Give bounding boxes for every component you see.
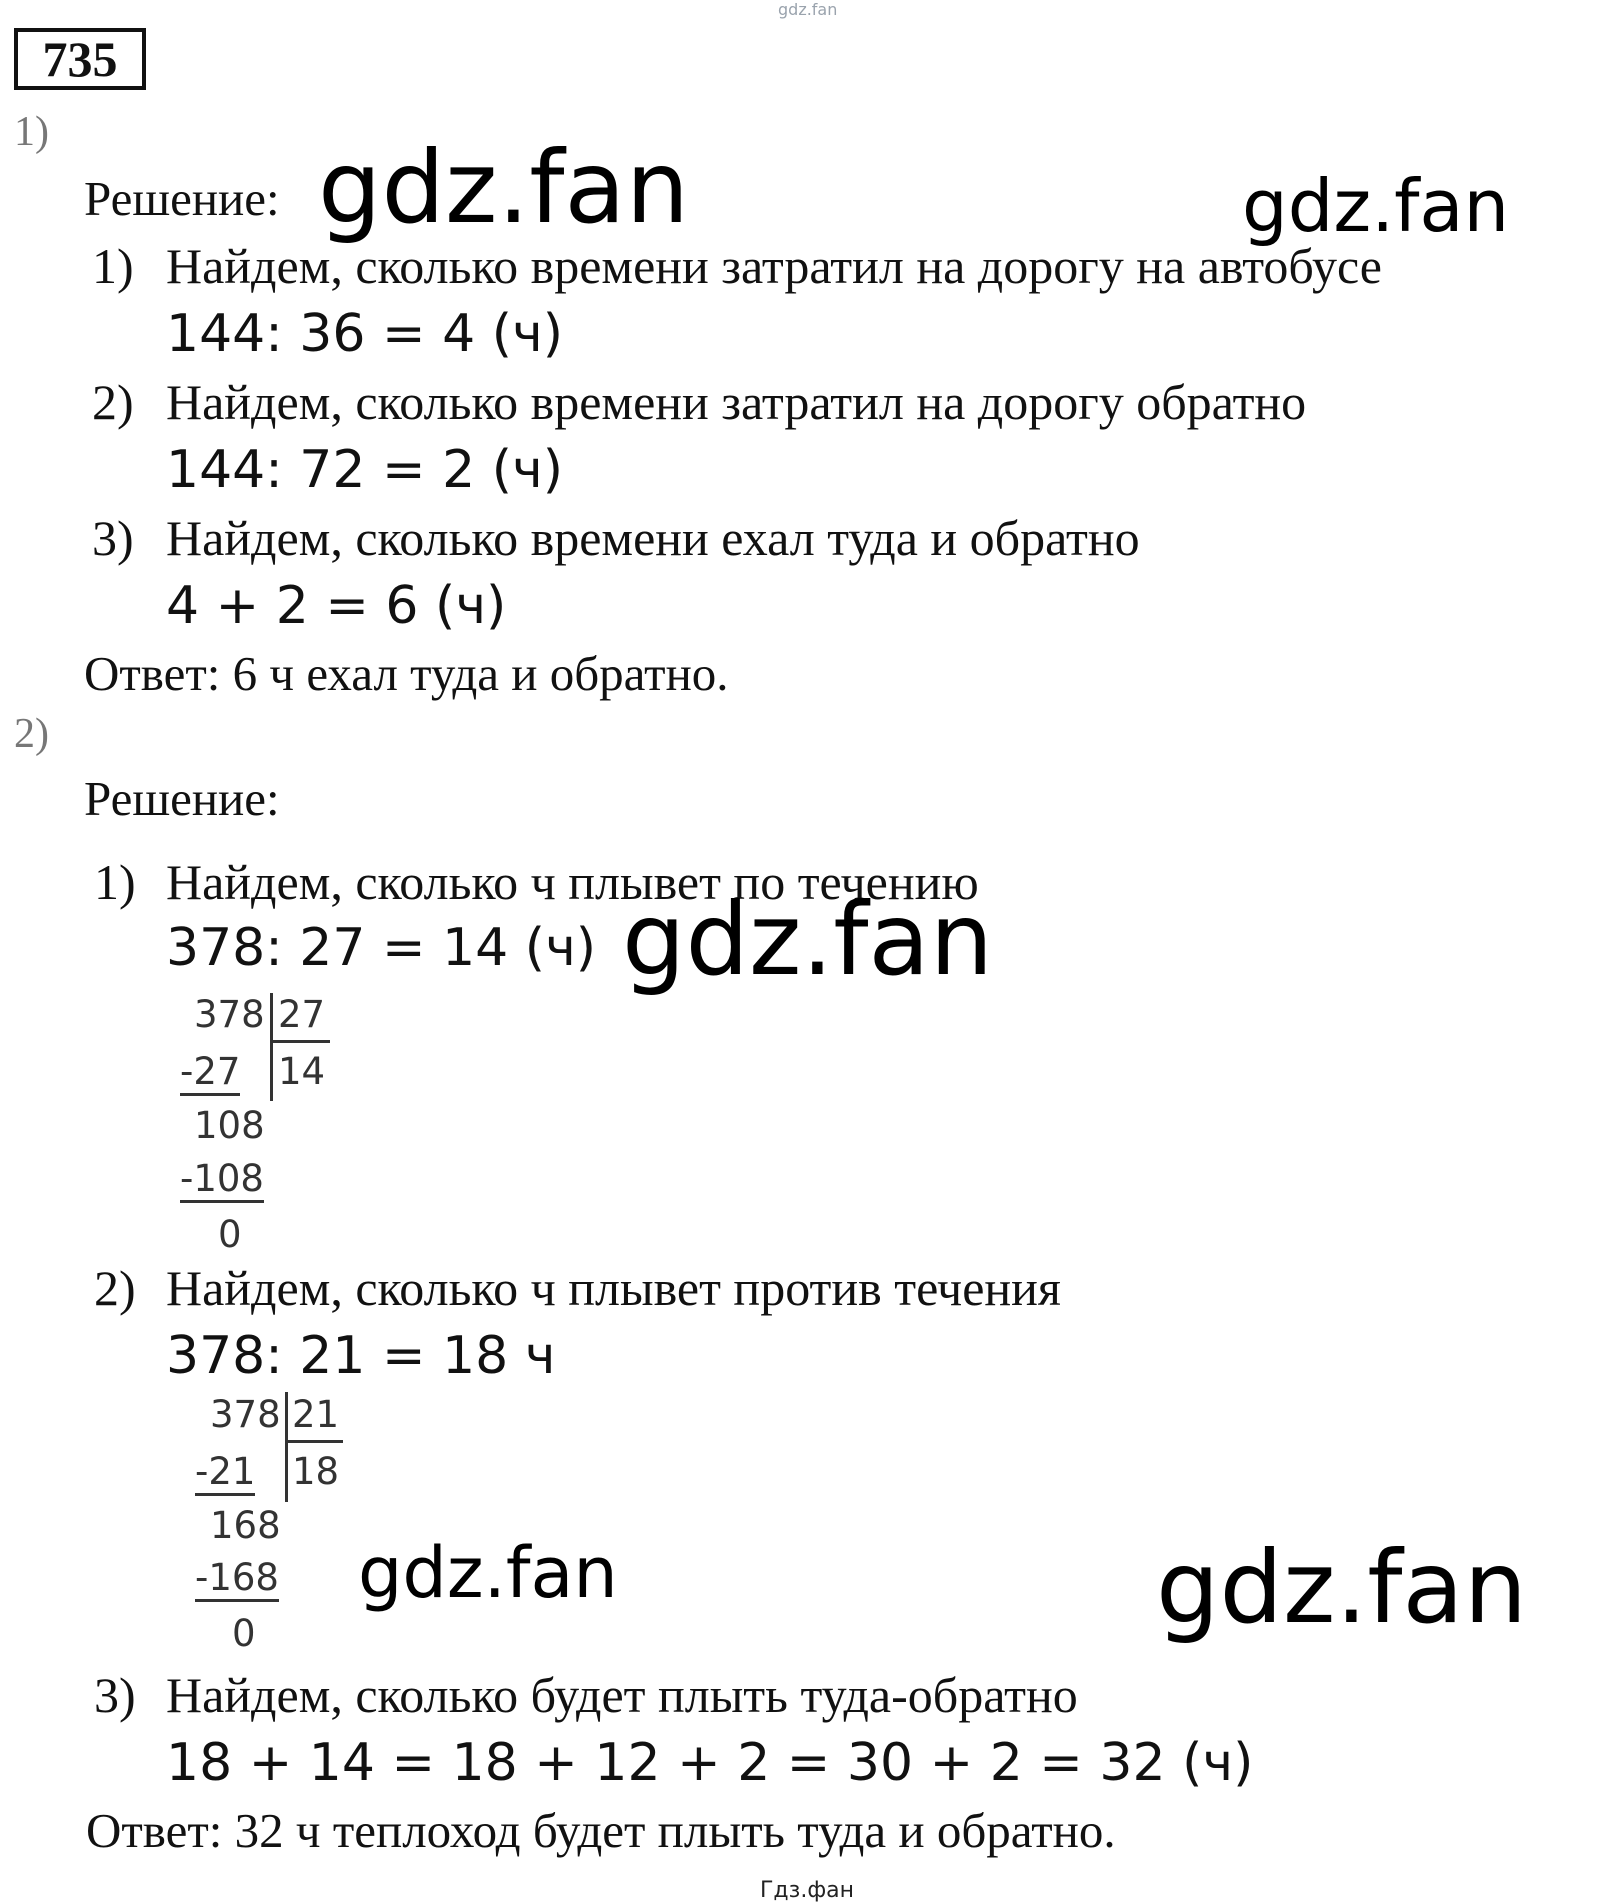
part-2-step-2-text: Найдем, сколько ч плывет против течения	[166, 1260, 1061, 1316]
footer-watermark: Гдз.фан	[760, 1878, 854, 1903]
part-2-solution-heading: Решение:	[84, 771, 280, 826]
ld2-result: 0	[232, 1612, 256, 1655]
part-1-answer: Ответ: 6 ч ехал туда и обратно.	[84, 646, 729, 701]
ld2-remainder-1: 168	[210, 1504, 281, 1547]
ld1-remainder-1: 108	[194, 1104, 265, 1147]
watermark-1: gdz.fan	[318, 129, 690, 246]
part-1-step-1-num: 1)	[92, 238, 134, 294]
ld2-divisor-line	[287, 1440, 343, 1443]
part-1-step-3-calc: 4 + 2 = 6 (ч)	[166, 576, 507, 636]
ld2-subtract-2: -168	[195, 1556, 279, 1602]
watermark-2: gdz.fan	[1242, 164, 1510, 248]
part-2-step-3-calc: 18 + 14 = 18 + 12 + 2 = 30 + 2 = 32 (ч)	[166, 1733, 1254, 1793]
task-number: 735	[14, 28, 146, 90]
part-2-step-3-text: Найдем, сколько будет плыть туда-обратно	[166, 1667, 1078, 1723]
part-1-step-3-text: Найдем, сколько времени ехал туда и обратно	[166, 510, 1140, 566]
ld2-vertical-bar	[285, 1392, 288, 1502]
part-1-step-3-num: 3)	[92, 510, 134, 566]
ld1-subtract-1: -27	[180, 1050, 240, 1096]
part-1-label: 1)	[14, 109, 49, 155]
watermark-5: gdz.fan	[1156, 1529, 1528, 1646]
ld1-vertical-bar	[270, 993, 273, 1101]
part-2-step-1-calc: 378: 27 = 14 (ч)	[166, 918, 597, 978]
ld1-subtract-2: -108	[180, 1157, 264, 1203]
ld2-subtract-1: -21	[195, 1450, 255, 1496]
part-2-answer: Ответ: 32 ч теплоход будет плыть туда и обратно.	[86, 1803, 1116, 1858]
ld1-divisor: 27	[278, 993, 326, 1036]
part-2-label: 2)	[14, 711, 49, 757]
part-2-step-1-text: Найдем, сколько ч плывет по течению	[166, 854, 979, 910]
part-2-step-1-num: 1)	[94, 854, 136, 910]
ld1-quotient: 14	[278, 1050, 326, 1093]
watermark-3: gdz.fan	[622, 881, 994, 998]
part-1-step-2-num: 2)	[92, 374, 134, 430]
header-watermark: gdz.fan	[778, 0, 838, 19]
part-1-step-2-calc: 144: 72 = 2 (ч)	[166, 440, 564, 500]
part-1-step-2-text: Найдем, сколько времени затратил на дорогу обратно	[166, 374, 1307, 430]
part-2-step-2-num: 2)	[94, 1260, 136, 1316]
part-1-step-1-calc: 144: 36 = 4 (ч)	[166, 304, 564, 364]
ld2-divisor: 21	[292, 1393, 340, 1436]
part-1-step-1-text: Найдем, сколько времени затратил на дорогу на автобусе	[166, 238, 1382, 294]
ld2-dividend: 378	[210, 1393, 281, 1436]
part-2-step-2-calc: 378: 21 = 18 ч	[166, 1326, 556, 1386]
part-1-solution-heading: Решение:	[84, 171, 280, 226]
part-2-step-3-num: 3)	[94, 1667, 136, 1723]
ld1-result: 0	[218, 1213, 242, 1256]
ld1-dividend: 378	[194, 993, 265, 1036]
ld1-divisor-line	[272, 1040, 330, 1043]
watermark-4: gdz.fan	[358, 1532, 618, 1614]
ld2-quotient: 18	[292, 1450, 340, 1493]
